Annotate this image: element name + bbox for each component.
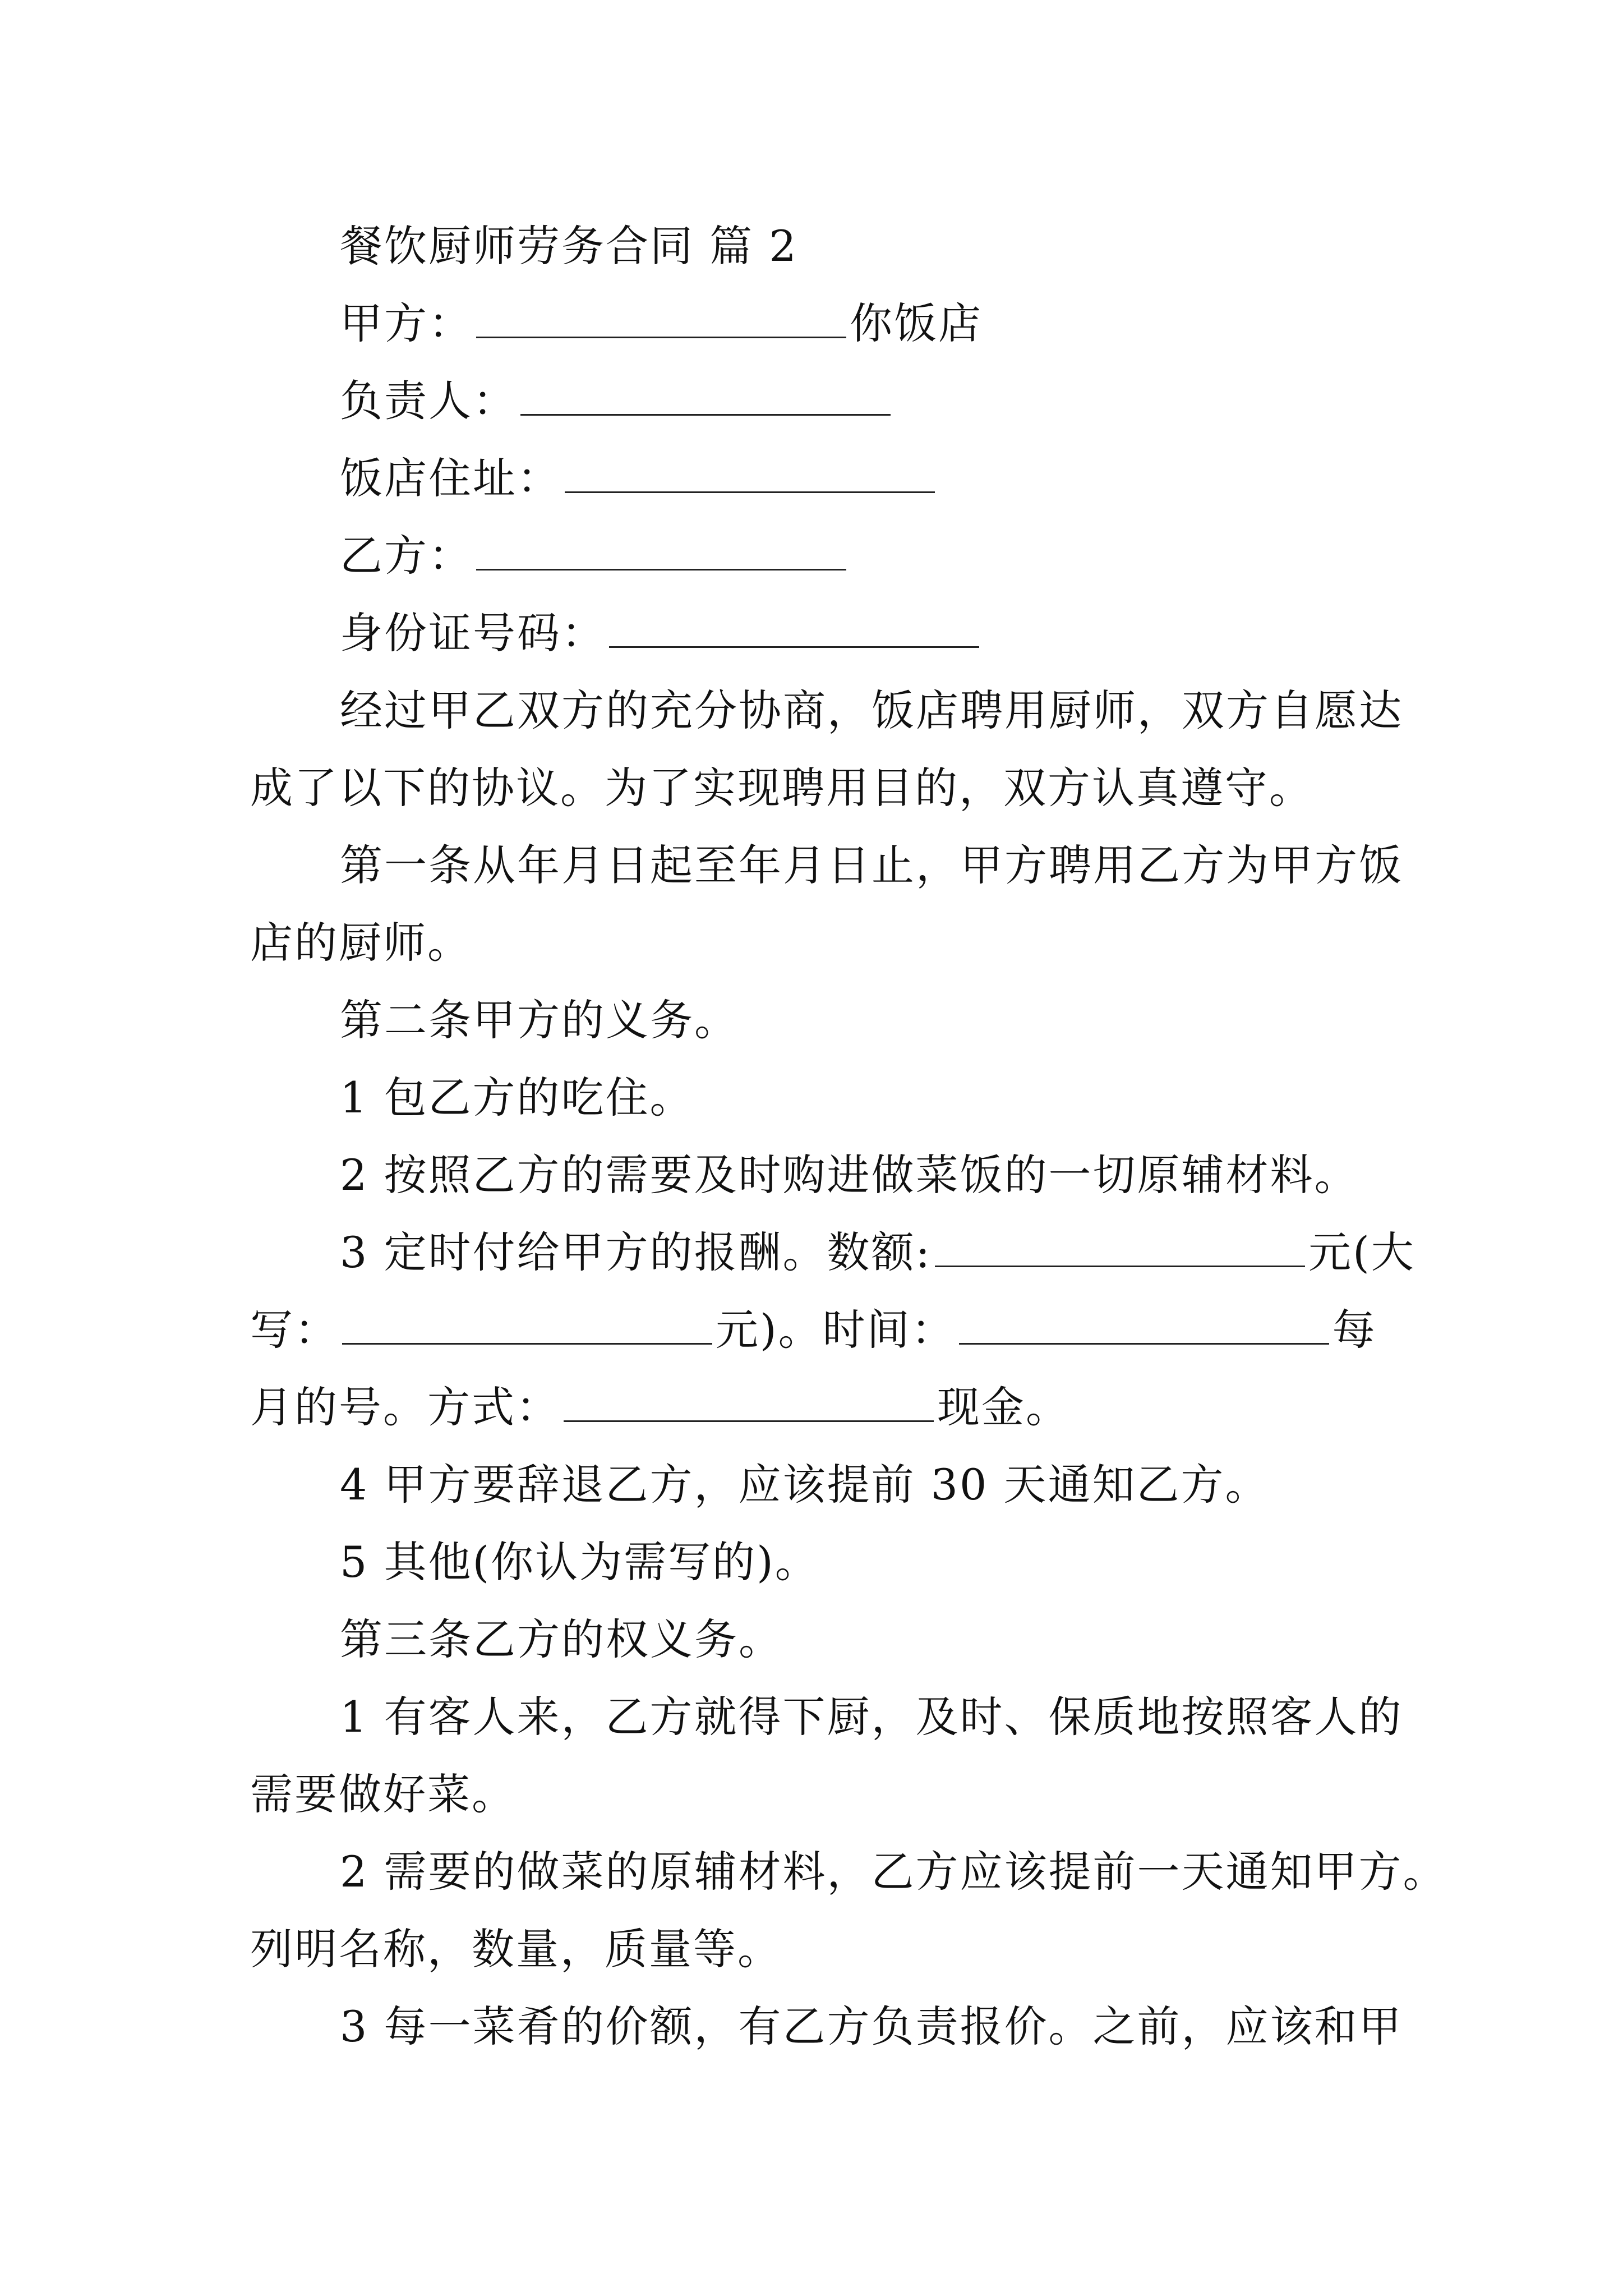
article-2-item-2 — [250, 1137, 1378, 1214]
article-1-line-2 — [250, 904, 1378, 982]
article-3-title — [250, 1601, 1378, 1678]
party-a-blank — [476, 302, 846, 338]
article-3-item-1-text-1: 1 有客人来，乙方就得下厨，及时、保质地按照客人的 — [340, 1692, 1403, 1742]
article-2-item-5-text: 5 其他(你认为需写的)。 — [340, 1537, 819, 1587]
article-3-title-text: 第三条乙方的权义务。 — [340, 1614, 783, 1664]
intro-text-2: 成了以下的协议。为了实现聘用目的，双方认真遵守。 — [250, 763, 1313, 813]
id-line — [250, 595, 1378, 672]
amount-blank — [935, 1231, 1305, 1267]
article-3-item-2-line-2 — [250, 1911, 1378, 1988]
item-3-each-label: 每 — [1332, 1305, 1377, 1355]
article-2-item-4-text: 4 甲方要辞退乙方，应该提前 30 天通知乙方。 — [340, 1460, 1270, 1510]
article-2-item-3-line-1 — [250, 1214, 1415, 1291]
article-2-title — [250, 982, 1378, 1059]
id-blank — [609, 611, 979, 648]
article-3-item-3-text-1: 3 每一菜肴的价额，有乙方负责报价。之前，应该和甲 — [340, 2001, 1403, 2051]
intro-line-2 — [250, 749, 1378, 827]
id-label: 身份证号码： — [340, 608, 606, 658]
party-a-label: 甲方： — [340, 298, 473, 348]
responsible-line — [250, 362, 1378, 440]
responsible-label: 负责人： — [340, 376, 517, 426]
article-2-item-4 — [250, 1446, 1378, 1524]
article-3-item-2-line-1 — [250, 1833, 1447, 1911]
party-b-line — [250, 517, 1378, 595]
party-a-suffix: 你饭店 — [850, 298, 983, 348]
article-2-item-3-line-2 — [250, 1291, 1378, 1369]
article-2-item-5 — [250, 1524, 1378, 1601]
article-3-item-2-text-1: 2 需要的做菜的原辅材料，乙方应该提前一天通知甲方。 — [340, 1847, 1447, 1897]
responsible-blank — [520, 379, 891, 416]
item-3-amount-label: 3 定时付给甲方的报酬。数额: — [340, 1227, 932, 1277]
article-3-item-1-line-1 — [250, 1678, 1403, 1756]
party-b-label: 乙方： — [340, 531, 473, 581]
party-b-blank — [476, 534, 846, 570]
time-blank — [959, 1308, 1329, 1345]
title-text: 餐饮厨师劳务合同 篇 2 — [340, 221, 798, 271]
article-3-item-1-line-2 — [250, 1756, 1378, 1833]
article-2-item-2-text: 2 按照乙方的需要及时购进做菜饭的一切原辅材料。 — [340, 1150, 1359, 1200]
article-3-item-3-line-1 — [250, 1988, 1403, 2065]
item-3-time-label: 元)。时间： — [716, 1305, 956, 1355]
contract-body — [250, 208, 1447, 2065]
article-1-text-1: 第一条从年月日起至年月日止，甲方聘用乙方为甲方饭 — [340, 840, 1403, 890]
method-blank — [564, 1386, 934, 1422]
item-3-capital-label: 元(大 — [1308, 1227, 1415, 1277]
article-1-line-1 — [250, 827, 1403, 904]
item-3-method-label: 月的号。方式： — [250, 1382, 560, 1432]
article-3-item-2-text-2: 列明名称，数量，质量等。 — [250, 1924, 782, 1974]
article-2-item-1 — [250, 1059, 1378, 1137]
article-3-item-1-text-2: 需要做好菜。 — [250, 1769, 516, 1819]
intro-line-1 — [250, 672, 1403, 749]
contract-title — [250, 208, 1378, 285]
party-a-line — [250, 285, 1378, 362]
intro-text-1: 经过甲乙双方的充分协商，饭店聘用厨师，双方自愿达 — [340, 685, 1403, 735]
article-2-item-1-text: 1 包乙方的吃住。 — [340, 1073, 694, 1122]
capital-amount-blank — [342, 1308, 712, 1345]
article-2-title-text: 第二条甲方的义务。 — [340, 995, 739, 1045]
item-3-cash-label: 现金。 — [937, 1382, 1070, 1432]
article-2-item-3-line-3 — [250, 1369, 1378, 1446]
address-line — [250, 440, 1378, 517]
address-blank — [565, 457, 935, 493]
address-label: 饭店住址： — [340, 453, 561, 503]
item-3-write-label: 写： — [250, 1305, 339, 1355]
article-1-text-2: 店的厨师。 — [250, 918, 472, 968]
